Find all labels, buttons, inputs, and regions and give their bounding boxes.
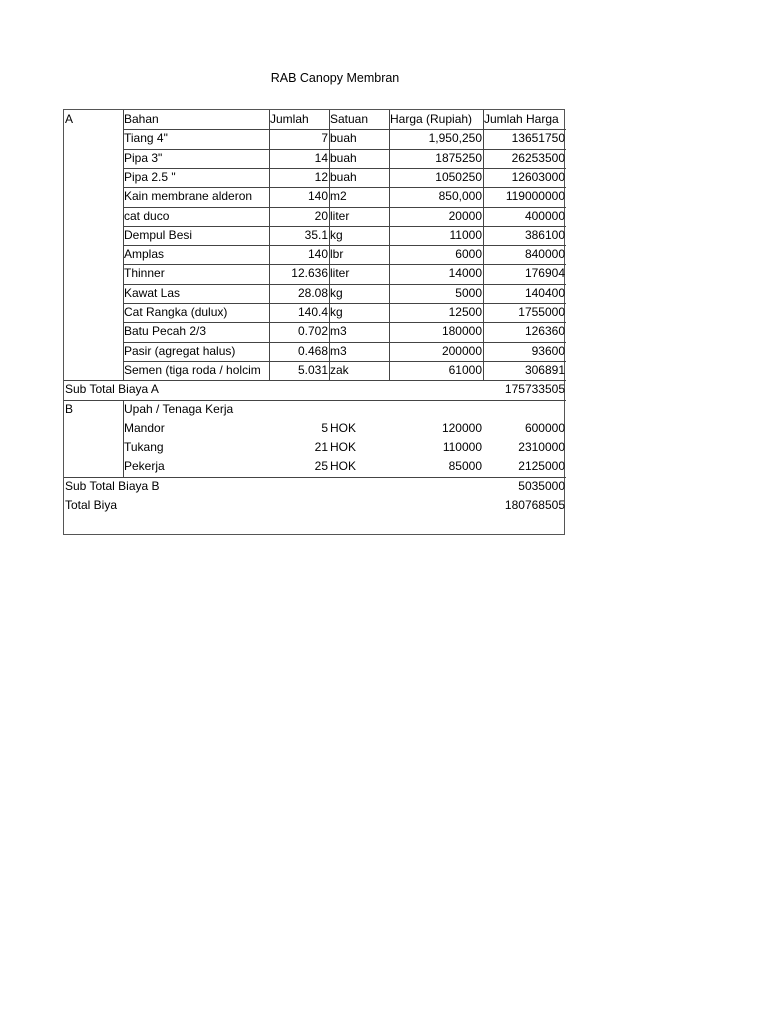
column-divider (123, 110, 124, 380)
grand-total-value: 180768505 (504, 498, 565, 512)
item-unit: m3 (330, 343, 347, 358)
item-unit: liter (330, 266, 350, 281)
row-divider (123, 361, 566, 362)
labor-price: 110000 (442, 440, 482, 455)
item-price: 61000 (448, 362, 482, 377)
item-total: 306891 (524, 362, 565, 377)
item-price: 5000 (455, 285, 482, 300)
item-unit: buah (330, 150, 357, 165)
row-divider (123, 129, 566, 130)
section-b-code: B (65, 401, 74, 416)
row-divider (123, 168, 566, 169)
labor-quantity: 5 (321, 420, 328, 435)
row-divider (123, 226, 566, 227)
row-divider (123, 322, 566, 323)
item-unit: buah (330, 169, 357, 184)
column-header-harga: Harga (Rupiah) (390, 112, 473, 126)
item-total: 93600 (531, 343, 565, 358)
subtotal-b-value: 5035000 (518, 478, 565, 493)
column-header-jumlah: Jumlah (270, 112, 309, 126)
labor-name: Tukang (124, 440, 164, 455)
item-price: 200000 (441, 343, 482, 358)
item-name: Semen (tiga roda / holcim (124, 362, 261, 377)
item-quantity: 7 (321, 131, 328, 146)
item-total: 176904 (524, 266, 565, 281)
item-quantity: 12.636 (291, 266, 328, 281)
row-divider (123, 149, 566, 150)
item-unit: kg (330, 285, 343, 300)
item-price: 12500 (448, 305, 482, 319)
item-quantity: 35.1 (304, 227, 328, 242)
subtotal-a-value: 175733505 (504, 382, 565, 397)
column-divider (329, 110, 330, 380)
row-divider (123, 342, 566, 343)
subtotal-b-label: Sub Total Biaya B (65, 478, 160, 493)
item-quantity: 28.08 (297, 285, 328, 300)
column-divider (269, 110, 270, 380)
item-unit: buah (330, 131, 357, 146)
item-unit: m2 (330, 189, 347, 204)
item-unit: kg (330, 305, 343, 319)
row-divider (123, 207, 566, 208)
item-price: 850,000 (438, 189, 482, 204)
item-total: 840000 (524, 247, 565, 262)
subtotal-a-label: Sub Total Biaya A (65, 382, 159, 397)
item-price: 11000 (449, 227, 482, 242)
labor-total: 2310000 (518, 440, 565, 455)
item-quantity: 20 (314, 208, 328, 223)
item-quantity: 5.031 (297, 362, 328, 377)
item-name: Dempul Besi (124, 227, 193, 242)
item-price: 20000 (448, 208, 482, 223)
row-divider (123, 284, 566, 285)
item-quantity: 140 (307, 247, 328, 262)
item-unit: zak (330, 362, 349, 377)
item-total: 12603000 (511, 169, 565, 184)
item-total: 13651750 (511, 131, 565, 146)
column-divider (389, 110, 390, 380)
labor-name: Pekerja (124, 459, 165, 474)
row-divider (123, 303, 566, 304)
item-price: 14000 (448, 266, 482, 281)
item-unit: m3 (330, 324, 347, 339)
item-name: Pasir (agregat halus) (124, 343, 236, 358)
labor-total: 600000 (524, 420, 565, 435)
item-total: 386100 (524, 227, 565, 242)
section-a-code: A (65, 112, 74, 126)
row-divider (123, 245, 566, 246)
page-title: RAB Canopy Membran (270, 71, 400, 85)
item-name: Pipa 2.5 " (124, 169, 176, 184)
labor-name: Mandor (124, 420, 165, 435)
section-b-heading: Upah / Tenaga Kerja (124, 401, 234, 416)
item-name: cat duco (124, 208, 170, 223)
row-divider (123, 264, 566, 265)
grand-total-label: Total Biya (65, 498, 118, 512)
labor-quantity: 25 (314, 459, 328, 474)
item-unit: liter (330, 208, 350, 223)
item-price: 1,950,250 (428, 131, 482, 146)
labor-total: 2125000 (518, 459, 565, 474)
column-divider (483, 110, 484, 380)
labor-unit: HOK (330, 420, 357, 435)
item-name: Kawat Las (124, 285, 181, 300)
item-name: Cat Rangka (dulux) (124, 305, 228, 319)
item-price: 180000 (441, 324, 482, 339)
labor-price: 85000 (448, 459, 482, 474)
item-quantity: 140.4 (297, 305, 328, 319)
item-name: Kain membrane alderon (124, 189, 253, 204)
item-unit: kg (330, 227, 343, 242)
column-header-total: Jumlah Harga (484, 112, 559, 126)
column-divider (123, 400, 124, 477)
item-name: Batu Pecah 2/3 (124, 324, 207, 339)
rab-table (63, 109, 565, 535)
column-header-bahan: Bahan (124, 112, 159, 126)
labor-quantity: 21 (314, 440, 328, 455)
item-total: 26253500 (511, 150, 565, 165)
item-unit: lbr (330, 247, 344, 262)
item-quantity: 140 (307, 189, 328, 204)
labor-price: 120000 (441, 420, 482, 435)
item-total: 119000000 (505, 189, 565, 204)
item-name: Pipa 3" (124, 150, 163, 165)
row-divider (123, 187, 566, 188)
item-name: Amplas (124, 247, 165, 262)
column-header-satuan: Satuan (330, 112, 369, 126)
item-total: 126360 (524, 324, 565, 339)
labor-unit: HOK (330, 440, 357, 455)
item-price: 1875250 (435, 150, 482, 165)
item-total: 400000 (524, 208, 565, 223)
item-quantity: 0.468 (297, 343, 328, 358)
item-name: Tiang 4" (124, 131, 168, 146)
item-price: 6000 (455, 247, 482, 262)
item-quantity: 0.702 (297, 324, 328, 339)
item-total: 1755000 (518, 305, 565, 319)
item-quantity: 12 (314, 169, 328, 184)
item-total: 140400 (524, 285, 565, 300)
item-quantity: 14 (314, 150, 328, 165)
item-name: Thinner (124, 266, 165, 281)
labor-unit: HOK (330, 459, 357, 474)
item-price: 1050250 (435, 169, 482, 184)
